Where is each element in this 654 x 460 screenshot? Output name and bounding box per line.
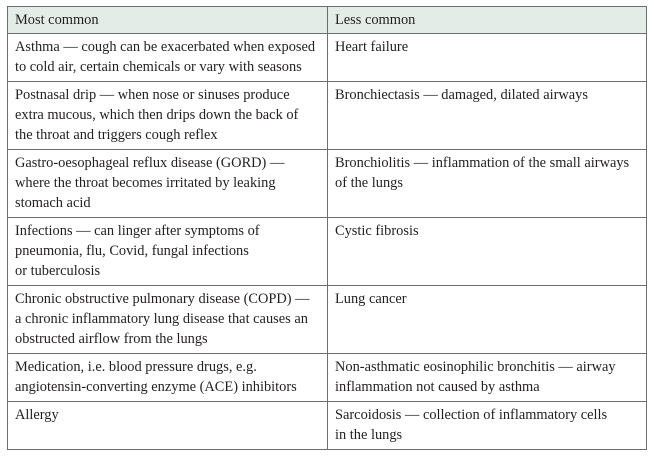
most-common-cell: Medication, i.e. blood pressure drugs, e.g. angiotensin-converting enzyme (ACE) inhibitors <box>8 354 328 402</box>
most-common-cell: Gastro-oesophageal reflux disease (GORD) — where the throat becomes irritated by leaking stomach acid <box>8 150 328 218</box>
less-common-cell: Non-asthmatic eosinophilic bronchitis — airway inflammation not caused by asthma <box>328 354 647 402</box>
header-row <box>8 7 647 34</box>
table-header <box>8 7 647 34</box>
most-common-cell: Asthma — cough can be exacerbated when exposed to cold air, certain chemicals or vary with seasons <box>8 34 328 82</box>
less-common-cell: Lung cancer <box>328 286 647 354</box>
less-common-cell: Bronchiectasis — damaged, dilated airways <box>328 82 647 150</box>
less-common-cell: Heart failure <box>328 34 647 82</box>
table-row <box>8 150 647 218</box>
header-less-common: Less common <box>328 7 647 34</box>
less-common-cell: Sarcoidosis — collection of inflammatory cells in the lungs <box>328 402 647 450</box>
table-body <box>8 34 647 450</box>
most-common-cell: Postnasal drip — when nose or sinuses produce extra mucous, which then drips down the back of the throat and triggers cough reflex <box>8 82 328 150</box>
table-row <box>8 402 647 450</box>
most-common-cell: Chronic obstructive pulmonary disease (COPD) — a chronic inflammatory lung disease that causes an obstructed airflow from the lungs <box>8 286 328 354</box>
table-row <box>8 354 647 402</box>
table-row <box>8 286 647 354</box>
table-row <box>8 218 647 286</box>
less-common-cell: Bronchiolitis — inflammation of the small airways of the lungs <box>328 150 647 218</box>
most-common-cell: Infections — can linger after symptoms of pneumonia, flu, Covid, fungal infections or tuberculosis <box>8 218 328 286</box>
header-most-common: Most common <box>8 7 328 34</box>
table-row <box>8 82 647 150</box>
table-row <box>8 34 647 82</box>
most-common-cell: Allergy <box>8 402 328 450</box>
causes-table <box>7 6 647 450</box>
less-common-cell: Cystic fibrosis <box>328 218 647 286</box>
